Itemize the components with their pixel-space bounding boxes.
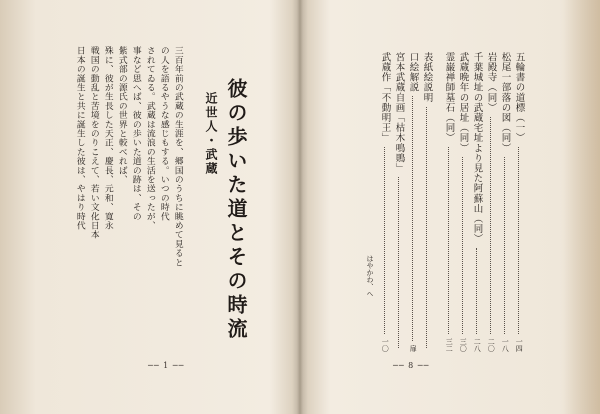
toc-leader: [490, 117, 492, 334]
toc-leader: [384, 147, 386, 334]
toc-entry-page: 一四: [515, 338, 524, 352]
toc-entry: [514, 52, 524, 352]
toc-entry: [422, 52, 432, 352]
body-text-column: 三百年前の武蔵の生涯を、郷国のうちに眺めて見ると: [172, 46, 183, 267]
toc-entry: [444, 52, 454, 352]
toc-entry: [500, 52, 510, 352]
toc-leader: [518, 147, 520, 334]
toc-entry: [380, 52, 390, 352]
toc-entry-title: 五輪書の道標（一）: [513, 52, 525, 143]
toc-annotation: はやかわ、へ: [366, 255, 374, 297]
toc-entry: [486, 52, 496, 352]
toc-entry-title: 表紙絵説明: [421, 52, 433, 103]
toc-entry-title: 宮本武蔵自画「枯木鳴鵙」: [393, 52, 405, 174]
toc-entry-page: 二〇: [487, 338, 496, 352]
body-text-column: されてゐる。武蔵は流浪の生活を送ったが、: [144, 46, 155, 230]
toc-entry-title: 武蔵晩年の居址（同）: [457, 52, 469, 153]
toc-leader: [504, 157, 506, 334]
body-text-column: の人を語るやうな感じもする。いつの時代: [158, 46, 169, 221]
toc-leader: [448, 147, 450, 334]
toc-entry: [458, 52, 468, 352]
toc-entry-page: 二八: [473, 338, 482, 352]
toc-leader: [462, 157, 464, 334]
toc-entry-title: 霊巌禅師墓石（同）: [443, 52, 455, 143]
body-text-column: 殊に、彼が生長した天正、慶長、元和、寛永: [102, 46, 113, 230]
page-edge-stain: [560, 0, 600, 414]
body-text-column: 紫式部の源氏の世界と較べれば、: [116, 46, 127, 184]
toc-entry-page: 一〇: [381, 338, 390, 352]
section-subtitle: 近世人・武蔵: [204, 92, 218, 176]
toc-entry-title: 口絵解説: [407, 52, 419, 93]
toc-entry-page: 三〇: [459, 338, 468, 352]
toc-entry-page: 一八: [501, 338, 510, 352]
toc-entry: [408, 52, 418, 352]
toc-entry-title: 岩殿寺（同）: [485, 52, 497, 113]
toc-entry-title: 武蔵作「不動明王」: [379, 52, 391, 143]
body-text-column: 事など思へば、彼の歩いた道の跡は、その: [130, 46, 141, 221]
toc-entry-title: 松尾一部落の図（同）: [499, 52, 511, 153]
page-number: ── 1 ──: [148, 361, 185, 370]
right-page: [301, 0, 600, 414]
toc-leader: [412, 96, 414, 341]
toc-leader: [426, 107, 428, 349]
toc-leader: [398, 177, 400, 348]
body-text-column: 日本の誕生と共に誕生した彼は、やはり時代: [74, 46, 85, 230]
page-number: ── 8 ──: [393, 361, 430, 370]
body-text-column: 戦国の動乱と苦境をのりこえて、若い文化日本: [88, 46, 99, 240]
left-page: [0, 0, 299, 414]
toc-entry: [394, 52, 404, 352]
toc-leader: [476, 248, 478, 334]
toc-entry: [472, 52, 482, 352]
chapter-title: 彼の歩いた道とその時流: [224, 78, 248, 342]
toc-entry-page: 扉: [409, 345, 418, 352]
toc-entry-page: 三二: [445, 338, 454, 352]
toc-entry-title: 千葉城址の武蔵宅址より見た阿蘇山（同）: [471, 52, 483, 244]
